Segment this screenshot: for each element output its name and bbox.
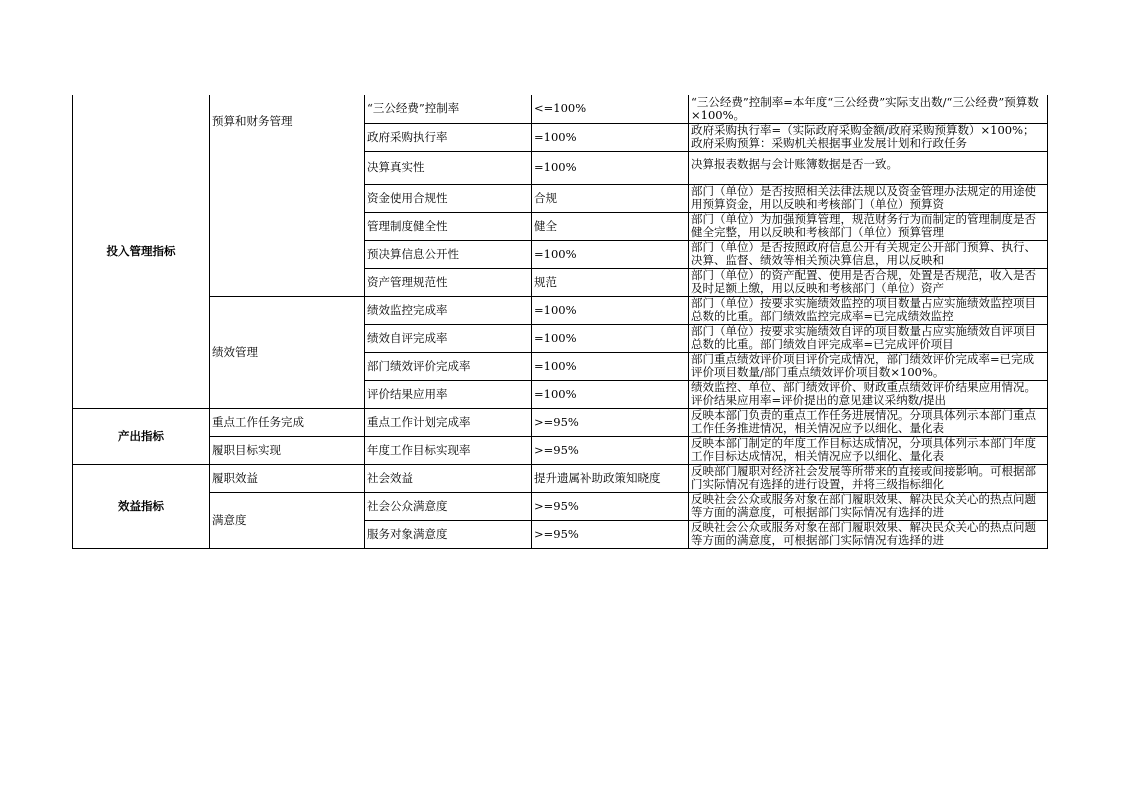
indicator-value: =100%: [532, 324, 689, 352]
indicator-name: 重点工作计划完成率: [365, 408, 532, 436]
indicator-desc: 反映社会公众或服务对象在部门履职效果、解决民众关心的热点问题等方面的满意度，可根据部门实际情况有选择的进: [691, 493, 1036, 519]
indicator-name: 年度工作目标实现率: [365, 436, 532, 464]
indicator-desc: 部门（单位）按要求实施绩效自评的项目数量占应实施绩效自评项目总数的比重。部门绩效自评完成率=已完成评价项目: [691, 325, 1036, 351]
indicator-desc-cell: [689, 212, 1048, 240]
indicator-desc-cell: [689, 520, 1048, 548]
indicator-desc-cell: [689, 436, 1048, 464]
indicator-desc: 部门（单位）按要求实施绩效监控的项目数量占应实施绩效监控项目总数的比重。部门绩效监控完成率=已完成绩效监控: [691, 297, 1036, 323]
indicator-name: 服务对象满意度: [365, 520, 532, 548]
indicator-name: 社会效益: [365, 464, 532, 492]
indicator-name: 社会公众满意度: [365, 492, 532, 520]
indicator-desc-cell: [689, 408, 1048, 436]
indicator-desc: 反映本部门负责的重点工作任务进展情况。分项具体列示本部门重点工作任务推进情况，相关情况应予以细化、量化表: [691, 409, 1036, 435]
subcategory-key-task: 重点工作任务完成: [210, 408, 365, 436]
indicator-value: 健全: [532, 212, 689, 240]
indicator-desc: 决算报表数据与会计账簿数据是否一致。: [691, 156, 898, 171]
category-benefit: 效益指标: [73, 464, 210, 548]
indicator-desc-cell: [689, 95, 1048, 123]
indicator-value: <=100%: [532, 95, 689, 123]
indicator-value: >=95%: [532, 492, 689, 520]
indicator-desc: 反映本部门制定的年度工作目标达成情况，分项具体列示本部门年度工作目标达成情况，相关情况应予以细化、量化表: [691, 437, 1036, 463]
indicator-desc: 反映社会公众或服务对象在部门履职效果、解决民众关心的热点问题等方面的满意度，可根据部门实际情况有选择的进: [691, 521, 1036, 547]
indicator-name: 预决算信息公开性: [365, 240, 532, 268]
indicator-desc-cell: [689, 492, 1048, 520]
table-row: [73, 296, 1048, 324]
indicator-value: 规范: [532, 268, 689, 296]
indicator-desc-cell: [689, 464, 1048, 492]
table-row: [73, 492, 1048, 520]
indicator-name: 评价结果应用率: [365, 380, 532, 408]
subcategory-duty-goal: 履职目标实现: [210, 436, 365, 464]
indicator-desc: 部门（单位）为加强预算管理，规范财务行为而制定的管理制度是否健全完整，用以反映和考核部门（单位）预算管理: [691, 213, 1036, 239]
indicator-name: 部门绩效评价完成率: [365, 352, 532, 380]
indicator-desc-cell: [689, 380, 1048, 408]
indicator-desc: 部门（单位）是否按照相关法律法规以及资金管理办法规定的用途使用预算资金，用以反映和考核部门（单位）预算资: [691, 185, 1036, 211]
indicator-value: =100%: [532, 240, 689, 268]
indicator-desc: 部门重点绩效评价项目评价完成情况，部门绩效评价完成率=已完成评价项目数量/部门重点绩效评价项目数×100%。: [691, 353, 1035, 379]
indicator-value: >=95%: [532, 436, 689, 464]
indicator-desc-cell: [689, 151, 1048, 184]
indicator-name: 资金使用合规性: [365, 184, 532, 212]
indicator-value: =100%: [532, 352, 689, 380]
indicator-value: =100%: [532, 123, 689, 151]
indicator-desc: “三公经费”控制率=本年度“三公经费”实际支出数/“三公经费”预算数×100%。: [691, 95, 1039, 122]
subcategory-budget: 预算和财务管理: [210, 95, 365, 296]
indicator-value: 提升遗属补助政策知晓度: [532, 464, 689, 492]
category-input: 投入管理指标: [73, 95, 210, 408]
indicator-name: 政府采购执行率: [365, 123, 532, 151]
indicator-name: “三公经费”控制率: [365, 95, 532, 123]
indicator-value: =100%: [532, 296, 689, 324]
indicator-desc-cell: [689, 352, 1048, 380]
indicator-desc-cell: [689, 123, 1048, 151]
indicator-desc: 政府采购执行率=（实际政府采购金额/政府采购预算数）×100%；政府采购预算：采购机关根据事业发展计划和行政任务: [691, 124, 1035, 150]
indicator-desc: 反映部门履职对经济社会发展等所带来的直接或间接影响。可根据部门实际情况有选择的进行设置，并将三级指标细化: [691, 465, 1036, 491]
indicator-desc-cell: [689, 324, 1048, 352]
indicator-value: =100%: [532, 151, 689, 184]
table-row: [73, 464, 1048, 492]
indicator-desc: 绩效监控、单位、部门绩效评价、财政重点绩效评价结果应用情况。评价结果应用率=评价提出的意见建议采纳数/提出: [691, 381, 1036, 407]
indicator-desc-cell: [689, 296, 1048, 324]
indicator-name: 决算真实性: [365, 151, 532, 184]
indicator-name: 绩效监控完成率: [365, 296, 532, 324]
indicator-value: >=95%: [532, 408, 689, 436]
indicator-desc-cell: [689, 268, 1048, 296]
indicator-value: =100%: [532, 380, 689, 408]
category-output: 产出指标: [73, 408, 210, 464]
subcategory-satisfaction: 满意度: [210, 492, 365, 548]
indicator-desc: 部门（单位）的资产配置、使用是否合规，处置是否规范，收入是否及时足额上缴，用以反映和考核部门（单位）资产: [691, 269, 1036, 295]
indicator-desc-cell: [689, 240, 1048, 268]
indicator-name: 资产管理规范性: [365, 268, 532, 296]
indicator-value: >=95%: [532, 520, 689, 548]
table-row: [73, 436, 1048, 464]
table-row: [73, 95, 1048, 123]
indicator-desc: 部门（单位）是否按照政府信息公开有关规定公开部门预算、执行、决算、监督、绩效等相关预决算信息，用以反映和: [691, 241, 1036, 267]
indicator-desc-cell: [689, 184, 1048, 212]
table-row: [73, 408, 1048, 436]
subcategory-duty-benefit: 履职效益: [210, 464, 365, 492]
subcategory-performance: 绩效管理: [210, 296, 365, 408]
indicator-value: 合规: [532, 184, 689, 212]
indicator-name: 绩效自评完成率: [365, 324, 532, 352]
indicator-table: [72, 95, 1048, 549]
indicator-name: 管理制度健全性: [365, 212, 532, 240]
